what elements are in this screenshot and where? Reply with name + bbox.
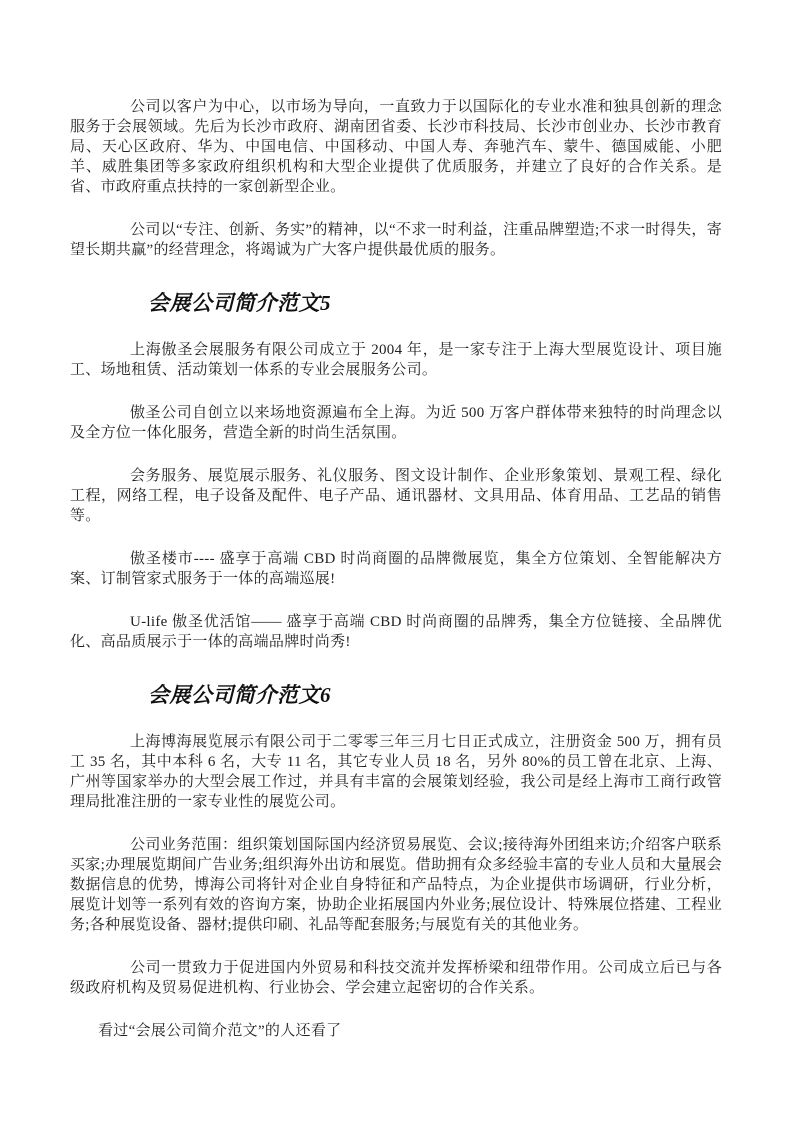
section-heading-sample-6: 会展公司简介范文6 xyxy=(148,683,331,707)
paragraph-sample5-3: 会务服务、展览展示服务、礼仪服务、图文设计制作、企业形象策划、景观工程、绿化工程，网络工程，电子设备及配件、电子产品、通讯器材、文具用品、体育用品、工艺品的销售等。 xyxy=(70,468,722,524)
paragraph-intro-2: 公司以“专注、创新、务实”的精神，以“不求一时利益，注重品牌塑造;不求一时得失，寄望长期共赢”的经营理念，将竭诚为广大客户提供最优质的服务。 xyxy=(70,222,722,258)
paragraph-sample5-4: 傲圣楼市---- 盛享于高端 CBD 时尚商圈的品牌微展览，集全方位策划、全智能解决方案、订制管家式服务于一体的高端巡展! xyxy=(70,551,722,587)
paragraph-sample6-2: 公司业务范围：组织策划国际国内经济贸易展览、会议;接待海外团组来访;介绍客户联系买家;办理展览期间广告业务;组织海外出访和展览。借助拥有众多经验丰富的专业人员和大量展会数据信息的优势，博海公司将针对企业自身特征和产品特点，为企业提供市场调研，行业分析，展览计划等一系列有效的咨询方案，协助企业拓展国内外业务;展位设计、特殊展位搭建、工程业务;各种展览设备、器材;提供印刷、礼品等配套服务;与展览有关的其他业务。 xyxy=(70,837,722,933)
paragraph-sample6-1: 上海博海展览展示有限公司于二零零三年三月七日正式成立，注册资金 500 万，拥有员工 35 名，其中本科 6 名，大专 11 名，其它专业人员 18 名，另外 80%的员工曾在北京、上海、广州等国家举办的大型会展工作过，并具有丰富的会展策划经验，我公司是经上海市工商行政管理局批准注册的一家专业性的展览公司。 xyxy=(70,734,722,810)
paragraph-sample5-2: 傲圣公司自创立以来场地资源遍布全上海。为近 500 万客户群体带来独特的时尚理念以及全方位一体化服务，营造全新的时尚生活氛围。 xyxy=(70,405,722,441)
paragraph-sample5-1: 上海傲圣会展服务有限公司成立于 2004 年，是一家专注于上海大型展览设计、项目施工、场地租赁、活动策划一体系的专业会展服务公司。 xyxy=(70,342,722,378)
footer-note: 看过“会展公司简介范文”的人还看了 xyxy=(98,1023,342,1039)
paragraph-sample5-5: U-life 傲圣优活馆—— 盛享于高端 CBD 时尚商圈的品牌秀，集全方位链接、全品牌优化、高品质展示于一体的高端品牌时尚秀! xyxy=(70,614,722,650)
section-heading-sample-5: 会展公司简介范文5 xyxy=(148,291,331,315)
paragraph-intro-1: 公司以客户为中心，以市场为导向，一直致力于以国际化的专业水准和独具创新的理念服务于会展领域。先后为长沙市政府、湖南团省委、长沙市科技局、长沙市创业办、长沙市教育局、天心区政府、华为、中国电信、中国移动、中国人寿、奔驰汽车、蒙牛、德国威能、小肥羊、威胜集团等多家政府组织机构和大型企业提供了优质服务，并建立了良好的合作关系。是省、市政府重点扶持的一家创新型企业。 xyxy=(70,99,722,195)
paragraph-sample6-3: 公司一贯致力于促进国内外贸易和科技交流并发挥桥梁和纽带作用。公司成立后已与各级政府机构及贸易促进机构、行业协会、学会建立起密切的合作关系。 xyxy=(70,960,722,996)
